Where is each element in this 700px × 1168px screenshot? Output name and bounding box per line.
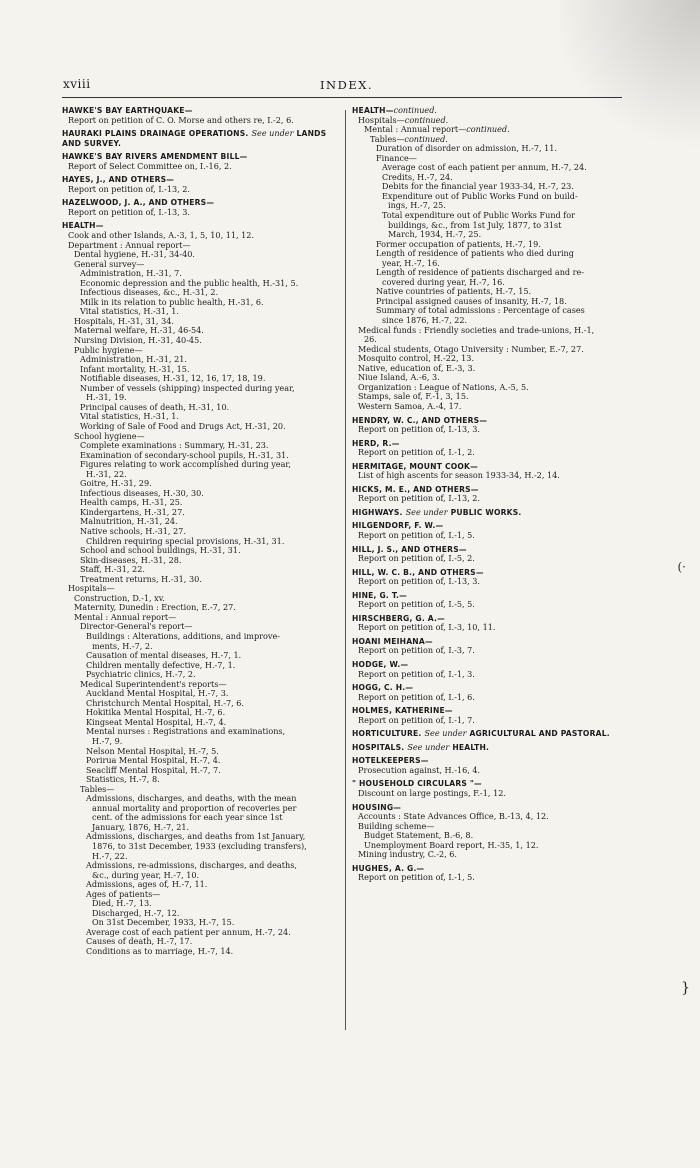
index-entry <box>352 637 624 656</box>
entry-text: Report on petition of, I.-1, 5. <box>358 872 475 883</box>
entry-heading: HILL, J. S., AND OTHERS— <box>352 544 467 554</box>
entry-heading: HOGG, C. H.— <box>352 683 414 693</box>
entry-text: Admissions, re-admissions, discharges, and deaths, <box>86 860 297 871</box>
page-number: xviii <box>63 77 91 91</box>
entry-text: Economic depression and the public health, H.-31, 5. <box>80 277 299 288</box>
heading-continued: continued. <box>393 105 437 115</box>
entry-text: Buildings : Alterations, additions, and improve- <box>86 630 281 641</box>
entry-heading: HICKS, M. E., AND OTHERS— <box>352 484 479 494</box>
entry-text: &c., during year, H.-7, 10. <box>92 869 200 880</box>
entry-line <box>352 600 624 610</box>
entry-text: General survey— <box>74 258 145 269</box>
entry-heading: HILL, W. C. B., AND OTHERS— <box>352 567 484 577</box>
entry-line <box>352 670 624 680</box>
entry-text: Medical funds : Friendly societies and trade-unions, H.-1, <box>358 324 595 335</box>
entry-text: Director-General's report— <box>80 621 193 632</box>
entry-text: Discharged, H.-7, 12. <box>92 907 180 918</box>
entry-line <box>62 208 342 218</box>
entry-text: Infectious diseases, &c., H.-31, 2. <box>80 287 219 298</box>
see-under-label: See under <box>424 728 467 739</box>
entry-text: Report on petition of, I.-3, 7. <box>358 645 475 656</box>
entry-line <box>352 623 624 633</box>
entry-text: Statistics, H.-7, 8. <box>86 774 160 785</box>
header-rule <box>62 97 622 98</box>
entry-text: Credits, H.-7, 24. <box>382 171 453 182</box>
entry-text: H.-7, 9. <box>92 736 123 746</box>
entry-text: Mental nurses : Registrations and examinations, <box>86 726 286 737</box>
entry-heading-line <box>62 129 342 148</box>
entry-text: Skin-diseases, H.-31, 28. <box>80 554 182 565</box>
entry-text: Children requiring special provisions, H.-31, 31. <box>86 535 285 546</box>
index-entry <box>352 864 624 883</box>
entry-text: Total expenditure out of Public Works Fund for <box>382 210 576 221</box>
entry-line <box>352 471 624 481</box>
entry-text: Native countries of patients, H.-7, 15. <box>376 286 532 297</box>
entry-heading: HINE, G. T.— <box>352 590 407 600</box>
entry-line <box>62 947 342 957</box>
entry-text: ings, H.-7, 25. <box>388 200 446 211</box>
index-entry <box>352 568 624 587</box>
entry-text: Report on petition of, I.-13, 3. <box>358 424 480 435</box>
entry-text: Expenditure out of Public Works Fund on build- <box>382 190 578 201</box>
entry-text: H.-7, 22. <box>92 850 128 861</box>
entry-text: Psychiatric clinics, H.-7, 2. <box>86 669 196 680</box>
entry-heading: HIRSCHBERG, G. A.— <box>352 613 445 623</box>
entry-text: Seacliff Mental Hospital, H.-7, 7. <box>86 764 221 775</box>
entry-heading: HAZELWOOD, J. A., AND OTHERS— <box>62 198 215 208</box>
entry-text: Length of residence of patients who died during <box>376 248 574 259</box>
entry-text: Infectious diseases, H.-30, 30. <box>80 487 204 498</box>
entry-heading: HENDRY, W. C., AND OTHERS— <box>352 415 488 425</box>
index-entry <box>352 683 624 702</box>
entry-text: Examination of secondary-school pupils, H.-31, 31. <box>80 449 289 460</box>
entry-text: Western Samoa, A.-4, 17. <box>358 400 462 411</box>
entry-text: Malnutrition, H.-31, 24. <box>80 516 178 527</box>
index-entry <box>62 152 342 171</box>
entry-line <box>352 716 624 726</box>
entry-heading: HAYES, J., AND OTHERS— <box>62 175 175 185</box>
entry-text: Report on petition of, I.-5, 2. <box>358 553 475 564</box>
entry-text: buildings, &c., from 1st July, 1877, to 31st <box>388 219 562 230</box>
entry-text: Duration of disorder on admission, H.-7, 11. <box>376 143 558 154</box>
index-entry <box>352 106 624 412</box>
entry-heading: HOUSING— <box>352 802 402 812</box>
entry-text: Nelson Mental Hospital, H.-7, 5. <box>86 745 219 756</box>
entry-text: Mental : Annual report— <box>364 124 467 135</box>
index-entry <box>352 485 624 504</box>
entry-text: Hospitals— <box>68 583 115 594</box>
entry-text: covered during year, H.-7, 16. <box>382 276 505 287</box>
index-entry <box>62 129 342 148</box>
entry-line <box>352 448 624 458</box>
entry-line <box>352 850 624 860</box>
entry-text: H.-31, 19. <box>86 392 127 403</box>
index-entry <box>352 545 624 564</box>
entry-heading: HOSPITALS. <box>352 742 405 752</box>
entry-text: January, 1876, H.-7, 21. <box>92 821 190 832</box>
entry-line <box>352 494 624 504</box>
entry-heading-line <box>352 743 624 753</box>
entry-text: Children mentally defective, H.-7, 1. <box>86 659 236 670</box>
entry-text: Admissions, ages of, H.-7, 11. <box>86 879 208 890</box>
entry-text: Auckland Mental Hospital, H.-7, 3. <box>86 688 229 699</box>
entry-text: Finance— <box>376 152 417 163</box>
index-entry <box>352 803 624 860</box>
index-entry <box>352 706 624 725</box>
entry-text: Notifiable diseases, H.-31, 12, 16, 17, 18, 19. <box>80 373 266 384</box>
index-entry <box>352 614 624 633</box>
entry-text: Budget Statement, B.-6, 8. <box>364 830 474 841</box>
entry-text: Building scheme— <box>358 820 435 831</box>
page-title: INDEX. <box>320 78 374 92</box>
entry-text: Report on petition of C. O. Morse and others re, I.-2, 6. <box>68 114 294 125</box>
entry-text: Organization : League of Nations, A.-5, 5. <box>358 381 529 392</box>
cross-reference: AGRICULTURAL AND PASTORAL. <box>469 729 610 739</box>
index-entry <box>352 591 624 610</box>
entry-line <box>352 531 624 541</box>
entry-line <box>352 693 624 703</box>
continued-label: continued. <box>404 114 449 125</box>
entry-text: Hospitals, H.-31, 31, 34. <box>74 315 174 326</box>
entry-text: 26. <box>364 334 377 345</box>
entry-text: Administration, H.-31, 7. <box>80 268 182 279</box>
entry-text: Administration, H.-31, 21. <box>80 354 187 365</box>
entry-text: Goitre, H.-31, 29. <box>80 478 152 489</box>
entry-text: Milk in its relation to public health, H.-31, 6. <box>80 296 264 307</box>
entry-text: Native, education of, E.-3, 3. <box>358 362 476 373</box>
entry-line <box>352 766 624 776</box>
entry-text: Report on petition of, I.-13, 2. <box>358 493 480 504</box>
entry-text: Tables— <box>370 133 405 144</box>
entry-text: Summary of total admissions : Percentage of cases <box>376 305 585 316</box>
see-under-label: See under <box>405 506 448 517</box>
entry-heading: HORTICULTURE. <box>352 729 422 739</box>
entry-text: Niue Island, A.-6, 3. <box>358 372 440 383</box>
entry-line <box>352 402 624 412</box>
entry-heading: " HOUSEHOLD CIRCULARS "— <box>352 779 482 789</box>
entry-text: Average cost of each patient per annum, H.-7, 24. <box>382 162 587 173</box>
entry-text: Construction, D.-1, xv. <box>74 592 165 603</box>
entry-line <box>352 554 624 564</box>
entry-text: Number of vessels (shipping) inspected during year, <box>80 382 295 393</box>
entry-line <box>62 116 342 126</box>
entry-text: Discount on large postings, F.-1, 12. <box>358 788 506 798</box>
entry-text: Treatment returns, H.-31, 30. <box>80 573 202 584</box>
entry-heading: HERD, R.— <box>352 438 400 448</box>
index-entry <box>62 198 342 217</box>
entry-text: Kingseat Mental Hospital, H.-7, 4. <box>86 716 227 727</box>
see-under-label: See under <box>251 128 294 139</box>
entry-text: Dental hygiene, H.-31, 34-40. <box>74 249 195 260</box>
entry-text: Causes of death, H.-7, 17. <box>86 936 193 947</box>
entry-text: Medical Superintendent's reports— <box>80 678 227 689</box>
entry-text: Stamps, sale of, F.-1, 3, 15. <box>358 391 469 402</box>
entry-text: Report on petition of, I.-3, 10, 11. <box>358 622 496 633</box>
entry-heading: HOLMES, KATHERINE— <box>352 706 453 716</box>
entry-text: Former occupation of patients, H.-7, 19. <box>376 238 541 249</box>
entry-heading: HERMITAGE, MOUNT COOK— <box>352 461 478 471</box>
entry-text: ments, H.-7, 2. <box>92 640 153 651</box>
entry-text: Working of Sale of Food and Drugs Act, H.-31, 20. <box>80 420 286 431</box>
entry-heading: HODGE, W.— <box>352 659 409 669</box>
entry-heading: HOANI MEIHANA— <box>352 636 433 646</box>
index-entry <box>352 729 624 739</box>
entry-text: H.-31, 22. <box>86 468 127 479</box>
index-entry <box>352 743 624 753</box>
index-entry <box>352 779 624 798</box>
entry-text: School and school buildings, H.-31, 31. <box>80 545 241 556</box>
entry-text: Report on petition of, I.-1, 6. <box>358 691 475 702</box>
entry-heading: HUGHES, A. G.— <box>352 863 425 873</box>
left-column <box>62 106 342 957</box>
index-entry <box>352 508 624 518</box>
entry-text: Report on petition of, I.-1, 5. <box>358 529 475 540</box>
entry-line <box>62 162 342 172</box>
entry-text: Porirua Mental Hospital, H.-7, 4. <box>86 755 221 766</box>
entry-text: Died, H.-7, 13. <box>92 898 152 909</box>
index-entry <box>352 439 624 458</box>
cross-reference: HEALTH. <box>452 742 490 752</box>
entry-text: Report on petition of, I.-13, 2. <box>68 183 190 194</box>
entry-text: Mosquito control, H.-22, 13. <box>358 353 475 364</box>
entry-text: Mining industry, C.-2, 6. <box>358 849 457 860</box>
entry-text: Hospitals— <box>358 114 405 125</box>
index-entry <box>62 106 342 125</box>
entry-text: Christchurch Mental Hospital, H.-7, 6. <box>86 697 244 708</box>
entry-text: Debits for the financial year 1933-34, H.-7, 23. <box>382 181 574 192</box>
entry-line <box>352 646 624 656</box>
entry-text: since 1876, H.-7, 22. <box>382 315 468 326</box>
entry-text: cent. of the admissions for each year since 1st <box>92 812 283 823</box>
index-entry <box>352 756 624 775</box>
entry-text: year, H.-7, 16. <box>382 257 440 268</box>
entry-text: Report on petition of, I.-13, 3. <box>358 576 480 587</box>
entry-heading-line <box>352 729 624 739</box>
entry-text: Public hygiene— <box>74 344 143 355</box>
entry-text: School hygiene— <box>74 430 145 441</box>
continued-label: continued. <box>404 133 448 144</box>
entry-text: Vital statistics, H.-31, 1. <box>80 306 179 317</box>
entry-line <box>352 326 624 336</box>
index-entry <box>352 660 624 679</box>
entry-text: Maternal welfare, H.-31, 46-54. <box>74 325 204 336</box>
entry-text: Report on petition of, I.-1, 3. <box>358 668 475 679</box>
entry-text: Complete examinations : Summary, H.-31, 23. <box>80 440 269 451</box>
index-entry <box>62 175 342 194</box>
index-entry <box>352 462 624 481</box>
cross-reference: PUBLIC WORKS. <box>450 507 522 517</box>
margin-mark-lower: } <box>681 980 690 996</box>
entry-line <box>352 789 624 799</box>
entry-line <box>352 425 624 435</box>
entry-text: 1876, to 31st December, 1933 (excluding transfers), <box>92 841 307 852</box>
entry-text: Hokitika Mental Hospital, H.-7, 6. <box>86 707 226 718</box>
entry-text: Accounts : State Advances Office, B.-13, 4, 12. <box>358 811 549 822</box>
entry-heading: HAWKE'S BAY EARTHQUAKE— <box>62 106 193 115</box>
entry-text: Figures relating to work accomplished during year, <box>80 459 291 470</box>
continued-label: continued. <box>466 124 510 135</box>
entry-heading: HEALTH— <box>62 221 104 231</box>
entry-text: Maternity, Dunedin : Erection, E.-7, 27. <box>74 602 236 613</box>
entry-heading: HILGENDORF, F. W.— <box>352 521 444 531</box>
entry-text: Tables— <box>80 783 115 794</box>
entry-text: Length of residence of patients discharged and re- <box>376 267 585 278</box>
entry-text: Report on petition of, I.-1, 7. <box>358 714 475 725</box>
entry-text: Principal causes of death, H.-31, 10. <box>80 401 230 412</box>
entry-text: Report on petition of, I.-5, 5. <box>358 599 475 610</box>
margin-mark: (· <box>677 560 686 574</box>
entry-text: Admissions, discharges, and deaths, with the mean <box>86 793 297 804</box>
entry-text: Native schools, H.-31, 27. <box>80 525 186 536</box>
entry-text: March, 1934, H.-7, 25. <box>388 229 482 240</box>
entry-text: Vital statistics, H.-31, 1. <box>80 411 179 422</box>
entry-text: On 31st December, 1933, H.-7, 15. <box>92 917 235 928</box>
entry-heading: HEALTH— <box>352 106 394 115</box>
entry-heading: HOTELKEEPERS— <box>352 756 429 766</box>
index-entry <box>352 416 624 435</box>
entry-text: Admissions, discharges, and deaths from 1st January, <box>86 831 306 842</box>
entry-text: Causation of mental diseases, H.-7, 1. <box>86 650 242 661</box>
entry-heading: HAWKE'S BAY RIVERS AMENDMENT BILL— <box>62 152 248 162</box>
entry-text: Principal assigned causes of insanity, H.-7, 18. <box>376 295 567 306</box>
entry-text: Report on petition of, I.-1, 2. <box>358 447 475 458</box>
entry-text: Conditions as to marriage, H.-7, 14. <box>86 946 234 957</box>
entry-text: Kindergartens, H.-31, 27. <box>80 506 185 517</box>
entry-text: Report on petition of, I.-13, 3. <box>68 206 190 217</box>
right-column <box>352 106 624 883</box>
entry-text: Infant mortality, H.-31, 15. <box>80 363 190 374</box>
entry-text: annual mortality and proportion of recoveries per <box>92 802 297 813</box>
entry-text: Unemployment Board report, H.-35, 1, 12. <box>364 839 539 850</box>
entry-text: Nursing Division, H.-31, 40-45. <box>74 335 202 346</box>
entry-heading: HIGHWAYS. <box>352 507 403 517</box>
entry-line <box>62 185 342 195</box>
entry-text: Medical students, Otago University : Number, E.-7, 27. <box>358 343 584 354</box>
entry-heading: HAURAKI PLAINS DRAINAGE OPERATIONS. <box>62 129 249 139</box>
entry-text: Prosecution against, H.-16, 4. <box>358 764 481 775</box>
entry-line <box>352 577 624 587</box>
entry-text: Department : Annual report— <box>68 239 191 250</box>
index-entry <box>352 521 624 540</box>
see-under-label: See under <box>407 741 450 752</box>
entry-text: Cook and other Islands, A.-3, 1, 5, 10, 11, 12. <box>68 230 255 241</box>
entry-heading-line <box>352 508 624 518</box>
entry-text: Ages of patients— <box>86 888 161 899</box>
entry-text: Mental : Annual report— <box>74 611 177 622</box>
entry-text: Staff, H.-31, 22. <box>80 564 145 575</box>
column-divider <box>345 110 346 1030</box>
entry-text: Report of Select Committee on, I.-16, 2. <box>68 160 232 171</box>
index-entry <box>62 221 342 956</box>
entry-text: List of high ascents for season 1933-34, H.-2, 14. <box>358 470 560 481</box>
entry-text: Average cost of each patient per annum, H.-7, 24. <box>86 926 291 937</box>
entry-line <box>352 873 624 883</box>
entry-text: Health camps, H.-31, 25. <box>80 497 183 508</box>
cross-reference: LANDS AND SURVEY. <box>62 129 327 148</box>
